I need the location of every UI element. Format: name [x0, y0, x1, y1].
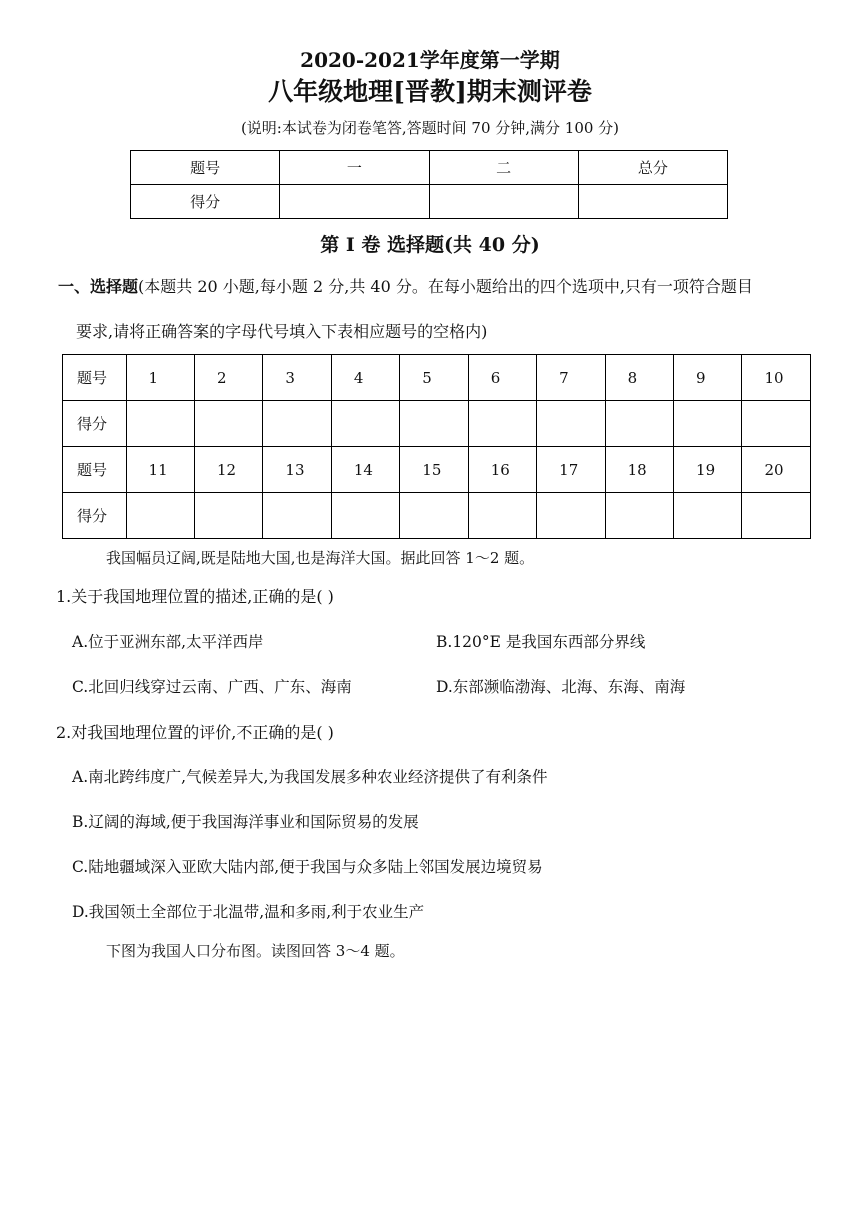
answer-number: 15 [400, 447, 468, 493]
score-cell: 得分 [131, 185, 280, 219]
answer-label: 得分 [63, 401, 127, 447]
option-2b: B.辽阔的海域,便于我国海洋事业和国际贸易的发展 [72, 813, 419, 831]
answer-number: 3 [263, 355, 331, 401]
score-table-row [131, 185, 728, 219]
answer-number: 8 [605, 355, 673, 401]
score-table [130, 150, 728, 219]
answer-cell[interactable] [537, 493, 605, 539]
answer-number: 13 [263, 447, 331, 493]
answer-cell[interactable] [263, 493, 331, 539]
answer-cell[interactable] [605, 493, 673, 539]
answer-number: 20 [742, 447, 811, 493]
answer-table-row [63, 355, 811, 401]
section-title: 第 I 卷 选择题(共 40 分) [320, 234, 540, 256]
exam-note: (说明:本试卷为闭卷笔答,答题时间 70 分钟,满分 100 分) [240, 119, 620, 137]
answer-cell[interactable] [400, 401, 468, 447]
section-heading-bold: 一、选择题 [58, 277, 139, 296]
answer-cell[interactable] [331, 493, 399, 539]
answer-label: 得分 [63, 493, 127, 539]
answer-number: 14 [331, 447, 399, 493]
answer-number: 19 [674, 447, 742, 493]
answer-cell[interactable] [400, 493, 468, 539]
option-1a: A.位于亚洲东部,太平洋西岸 [72, 633, 264, 651]
answer-number: 2 [194, 355, 262, 401]
answer-number: 7 [537, 355, 605, 401]
score-table-row [131, 151, 728, 185]
answer-table-row [63, 447, 811, 493]
question-1: 1.关于我国地理位置的描述,正确的是( ) [56, 587, 334, 606]
answer-cell[interactable] [194, 493, 262, 539]
answer-label: 题号 [63, 447, 127, 493]
answer-label: 题号 [63, 355, 127, 401]
answer-cell[interactable] [605, 401, 673, 447]
exam-title: 八年级地理[晋教]期末测评卷 [268, 77, 592, 106]
option-1c: C.北回归线穿过云南、广西、广东、海南 [72, 678, 352, 696]
section-heading-line2: 要求,请将正确答案的字母代号填入下表相应题号的空格内) [76, 322, 488, 341]
score-cell: 题号 [131, 151, 280, 185]
answer-cell[interactable] [537, 401, 605, 447]
answer-number: 10 [742, 355, 811, 401]
answer-table-row [63, 493, 811, 539]
score-cell: 二 [429, 151, 578, 185]
answer-number: 12 [194, 447, 262, 493]
answer-cell[interactable] [674, 493, 742, 539]
answer-table [62, 354, 811, 539]
answer-number: 11 [126, 447, 194, 493]
answer-cell[interactable] [674, 401, 742, 447]
answer-cell[interactable] [742, 493, 811, 539]
question-2: 2.对我国地理位置的评价,不正确的是( ) [56, 723, 334, 742]
answer-number: 4 [331, 355, 399, 401]
option-2a: A.南北跨纬度广,气候差异大,为我国发展多种农业经济提供了有利条件 [72, 768, 548, 786]
answer-number: 17 [537, 447, 605, 493]
score-cell: 一 [280, 151, 429, 185]
answer-cell[interactable] [194, 401, 262, 447]
answer-cell[interactable] [263, 401, 331, 447]
answer-number: 18 [605, 447, 673, 493]
question-stem: 下图为我国人口分布图。读图回答 3～4 题。 [106, 942, 405, 960]
option-2c: C.陆地疆域深入亚欧大陆内部,便于我国与众多陆上邻国发展边境贸易 [72, 858, 543, 876]
score-cell [429, 185, 578, 219]
option-1b: B.120°E 是我国东西部分界线 [436, 633, 646, 651]
score-cell [578, 185, 727, 219]
option-1d: D.东部濒临渤海、北海、东海、南海 [436, 678, 686, 696]
option-2d: D.我国领土全部位于北温带,温和多雨,利于农业生产 [72, 903, 425, 921]
answer-cell[interactable] [468, 401, 536, 447]
answer-cell[interactable] [331, 401, 399, 447]
answer-cell[interactable] [742, 401, 811, 447]
answer-number: 16 [468, 447, 536, 493]
exam-year: 2020-2021学年度第一学期 [300, 48, 560, 72]
answer-number: 9 [674, 355, 742, 401]
score-cell: 总分 [578, 151, 727, 185]
section-heading [58, 276, 818, 298]
section-heading-rest: (本题共 20 小题,每小题 2 分,共 40 分。在每小题给出的四个选项中,只有一项符合题目 [138, 277, 753, 296]
answer-number: 1 [126, 355, 194, 401]
answer-table-row [63, 401, 811, 447]
answer-cell[interactable] [126, 401, 194, 447]
answer-number: 5 [400, 355, 468, 401]
question-stem: 我国幅员辽阔,既是陆地大国,也是海洋大国。据此回答 1～2 题。 [106, 549, 535, 567]
answer-number: 6 [468, 355, 536, 401]
answer-cell[interactable] [468, 493, 536, 539]
answer-cell[interactable] [126, 493, 194, 539]
score-cell [280, 185, 429, 219]
